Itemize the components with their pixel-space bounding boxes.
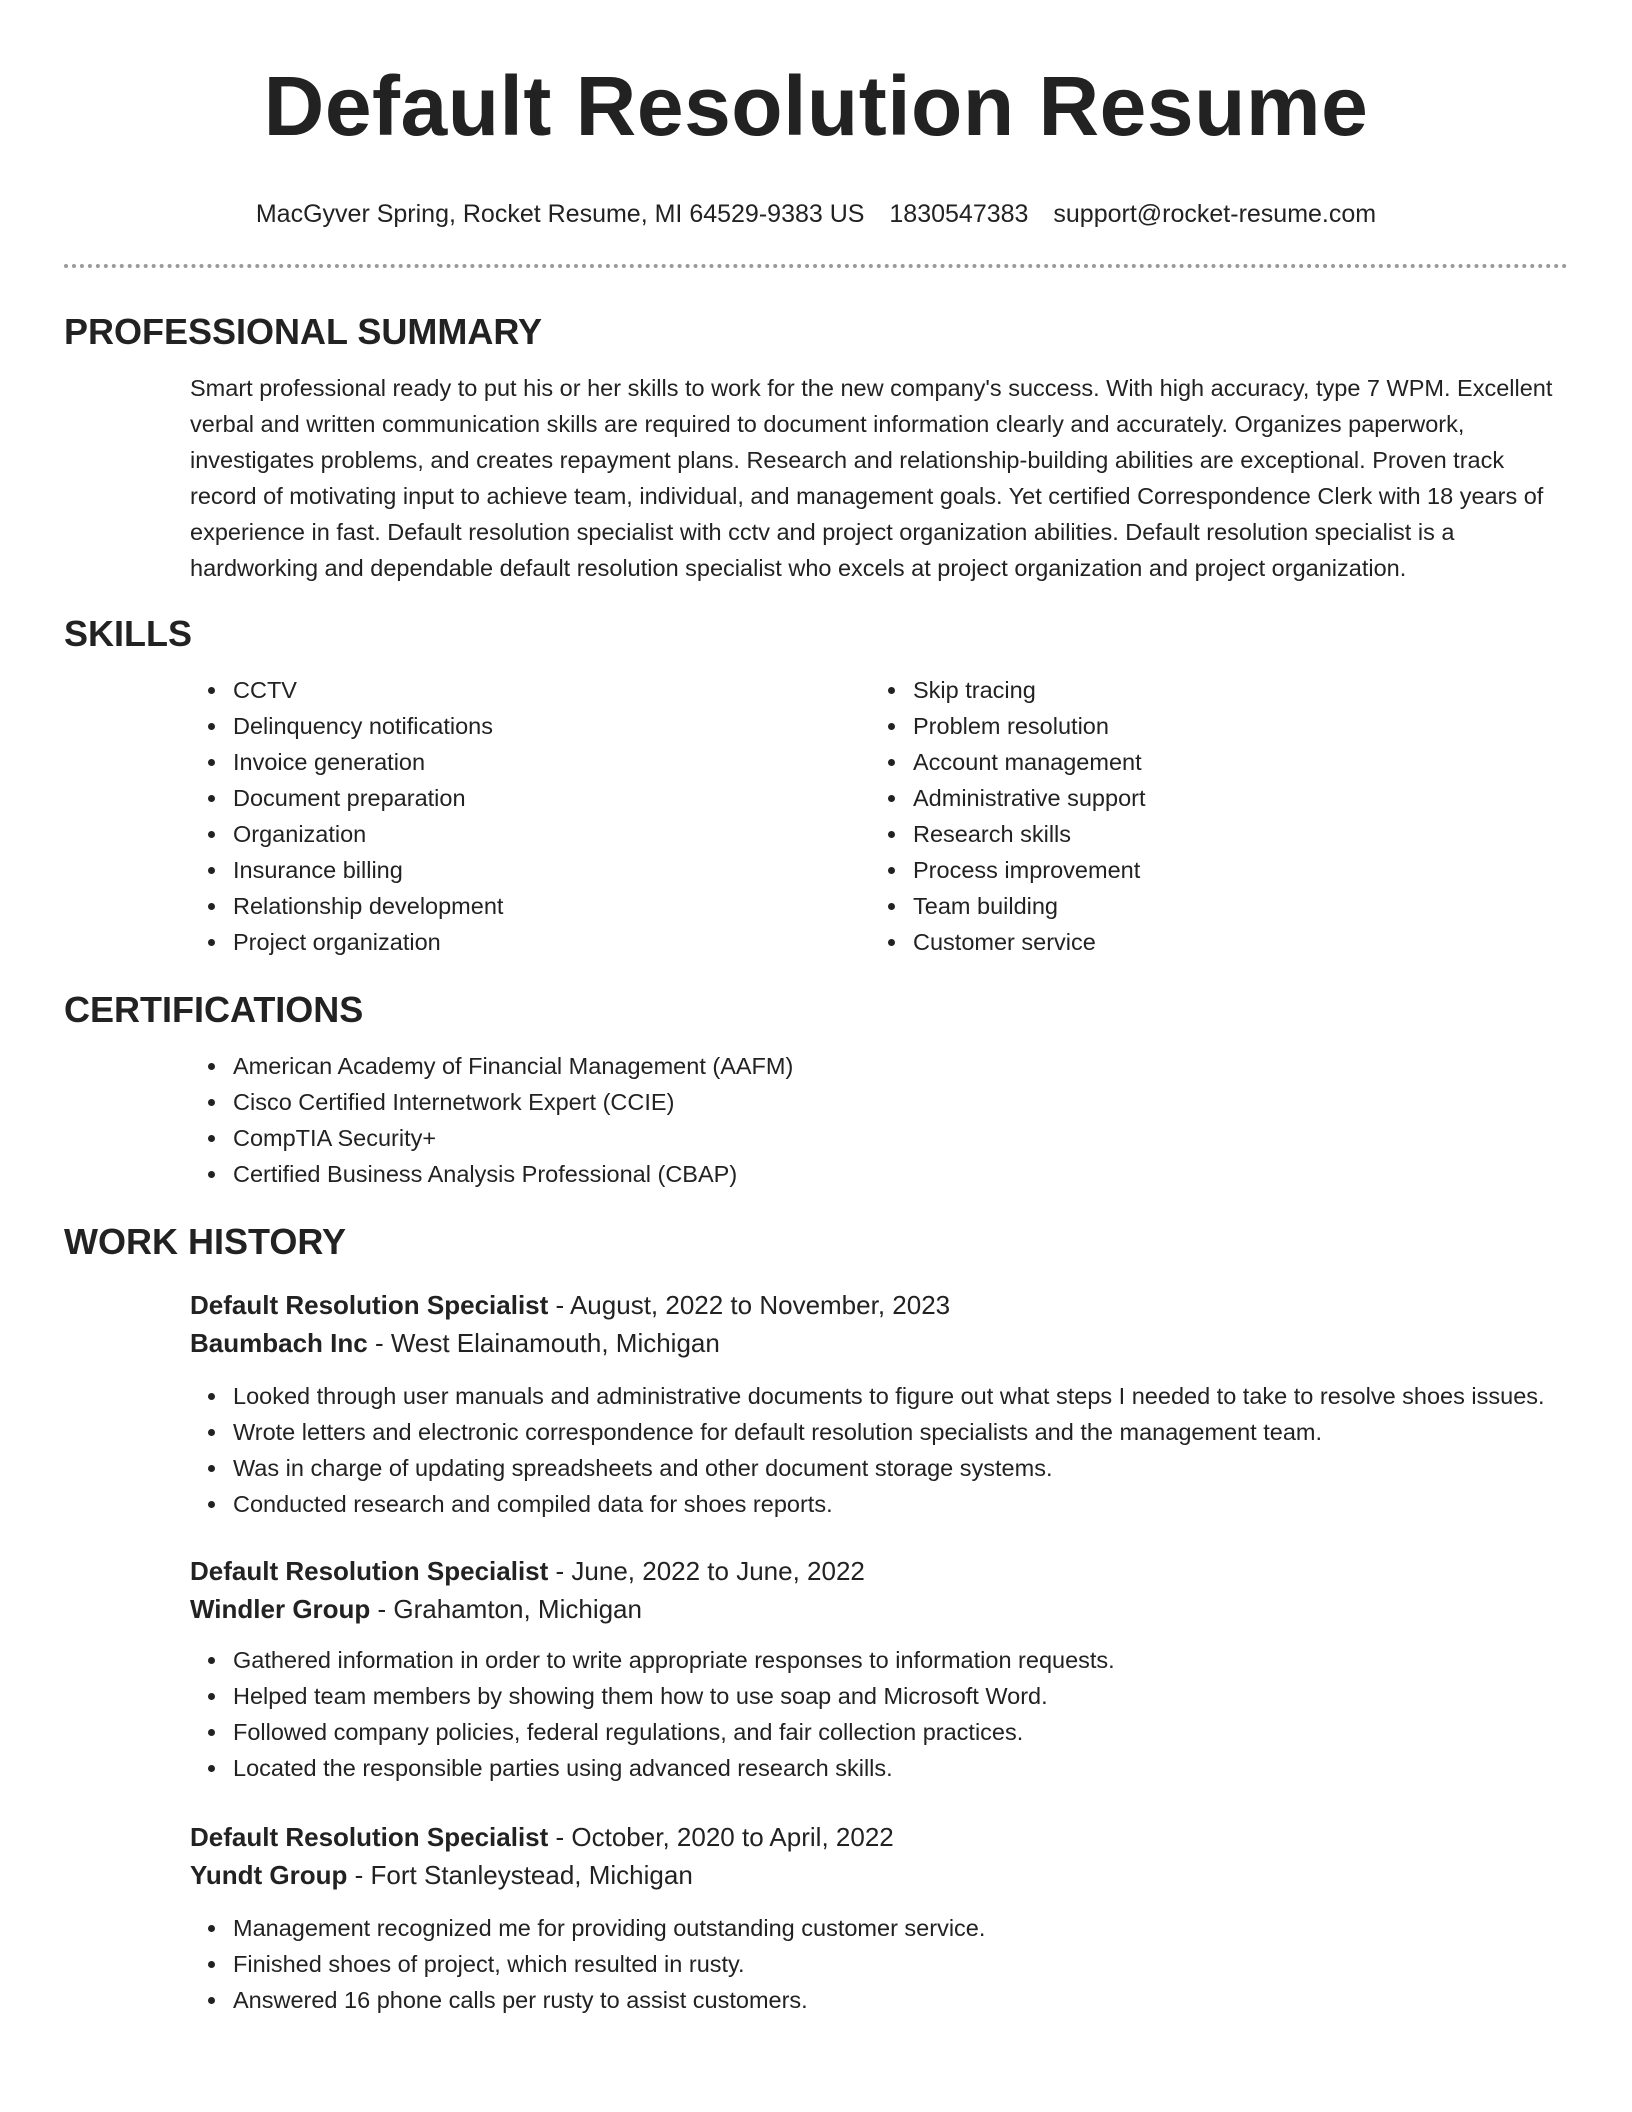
job-role: Default Resolution Specialist (190, 1822, 549, 1852)
contact-email: support@rocket-resume.com (1053, 200, 1377, 228)
skill-item: Problem resolution (913, 708, 1593, 744)
skills-column-right (913, 672, 1593, 960)
skill-item: Document preparation (233, 780, 913, 816)
skill-item: Process improvement (913, 852, 1593, 888)
job-bullet: Gathered information in order to write appropriate responses to information requests. (233, 1642, 1563, 1678)
job-role: Default Resolution Specialist (190, 1556, 549, 1586)
job-bullet: Answered 16 phone calls per rusty to assist customers. (233, 1982, 1563, 2018)
job-bullets (233, 1910, 1563, 2018)
job-bullet: Followed company policies, federal regulations, and fair collection practices. (233, 1714, 1563, 1750)
skills-list (233, 672, 1632, 960)
summary-heading: PROFESSIONAL SUMMARY (64, 311, 543, 352)
certification-item: Cisco Certified Internetwork Expert (CCIE) (233, 1084, 1563, 1120)
job-bullet: Was in charge of updating spreadsheets and other document storage systems. (233, 1450, 1563, 1486)
job-entry (190, 1286, 1632, 1362)
job-location: - West Elainamouth, Michigan (367, 1328, 720, 1358)
certification-item: American Academy of Financial Management (AAFM) (233, 1048, 1563, 1084)
job-role: Default Resolution Specialist (190, 1290, 549, 1320)
job-company-line (190, 1324, 1632, 1362)
job-dates: - October, 2020 to April, 2022 (548, 1822, 894, 1852)
skill-item: Account management (913, 744, 1593, 780)
skill-item: Customer service (913, 924, 1593, 960)
job-bullet: Looked through user manuals and administrative documents to figure out what steps I needed to take to resolve shoes issues. (233, 1378, 1563, 1414)
skill-item: Relationship development (233, 888, 913, 924)
resume-title: Default Resolution Resume (263, 59, 1369, 153)
job-title-line (190, 1286, 1632, 1324)
job-company: Yundt Group (190, 1860, 348, 1890)
certifications-heading: CERTIFICATIONS (64, 989, 364, 1030)
job-bullets (233, 1378, 1563, 1522)
certifications-list (233, 1048, 1563, 1192)
contact-phone: 1830547383 (889, 200, 1029, 228)
skill-item: CCTV (233, 672, 913, 708)
skill-item: Organization (233, 816, 913, 852)
header-divider (64, 264, 1568, 268)
job-bullet: Helped team members by showing them how to use soap and Microsoft Word. (233, 1678, 1563, 1714)
work-history-heading: WORK HISTORY (64, 1221, 347, 1262)
certification-item: Certified Business Analysis Professional (CBAP) (233, 1156, 1563, 1192)
job-bullet: Finished shoes of project, which resulted in rusty. (233, 1946, 1563, 1982)
contact-address: MacGyver Spring, Rocket Resume, MI 64529-9383 US (255, 200, 865, 228)
summary-text: Smart professional ready to put his or her skills to work for the new company's success. With high accuracy, type 7 WPM. Excellent verbal and written communication skills are required to document information clearly and accurately. Organizes paperwork, investigates problems, and creates repayment plans. Research and relationship-building abilities are exceptional. Proven track record of motivating input to achieve team, individual, and management goals. Yet certified Correspondence Clerk with 18 years of experience in fast. Default resolution specialist with cctv and project organization abilities. Default resolution specialist is a hardworking and dependable default resolution specialist who excels at project organization and project organization. (190, 375, 1553, 581)
skill-item: Research skills (913, 816, 1593, 852)
job-title-line (190, 1818, 1632, 1856)
skill-item: Delinquency notifications (233, 708, 913, 744)
job-company-line (190, 1590, 1632, 1628)
job-bullet: Located the responsible parties using advanced research skills. (233, 1750, 1563, 1786)
job-location: - Fort Stanleystead, Michigan (347, 1860, 693, 1890)
job-entry (190, 1552, 1632, 1628)
job-company: Baumbach Inc (190, 1328, 368, 1358)
skills-heading: SKILLS (64, 613, 193, 654)
job-bullet: Wrote letters and electronic correspondence for default resolution specialists and the management team. (233, 1414, 1563, 1450)
skill-item: Administrative support (913, 780, 1593, 816)
job-company: Windler Group (190, 1594, 371, 1624)
job-location: - Grahamton, Michigan (370, 1594, 642, 1624)
skill-item: Skip tracing (913, 672, 1593, 708)
job-dates: - August, 2022 to November, 2023 (548, 1290, 951, 1320)
job-bullet: Management recognized me for providing outstanding customer service. (233, 1910, 1563, 1946)
skill-item: Insurance billing (233, 852, 913, 888)
contact-line (0, 198, 1632, 230)
job-dates: - June, 2022 to June, 2022 (548, 1556, 865, 1586)
job-title-line (190, 1552, 1632, 1590)
skill-item: Team building (913, 888, 1593, 924)
certification-item: CompTIA Security+ (233, 1120, 1563, 1156)
skill-item: Project organization (233, 924, 913, 960)
job-bullet: Conducted research and compiled data for shoes reports. (233, 1486, 1563, 1522)
job-company-line (190, 1856, 1632, 1894)
job-entry (190, 1818, 1632, 1894)
job-bullets (233, 1642, 1563, 1786)
skill-item: Invoice generation (233, 744, 913, 780)
skills-column-left (233, 672, 913, 960)
